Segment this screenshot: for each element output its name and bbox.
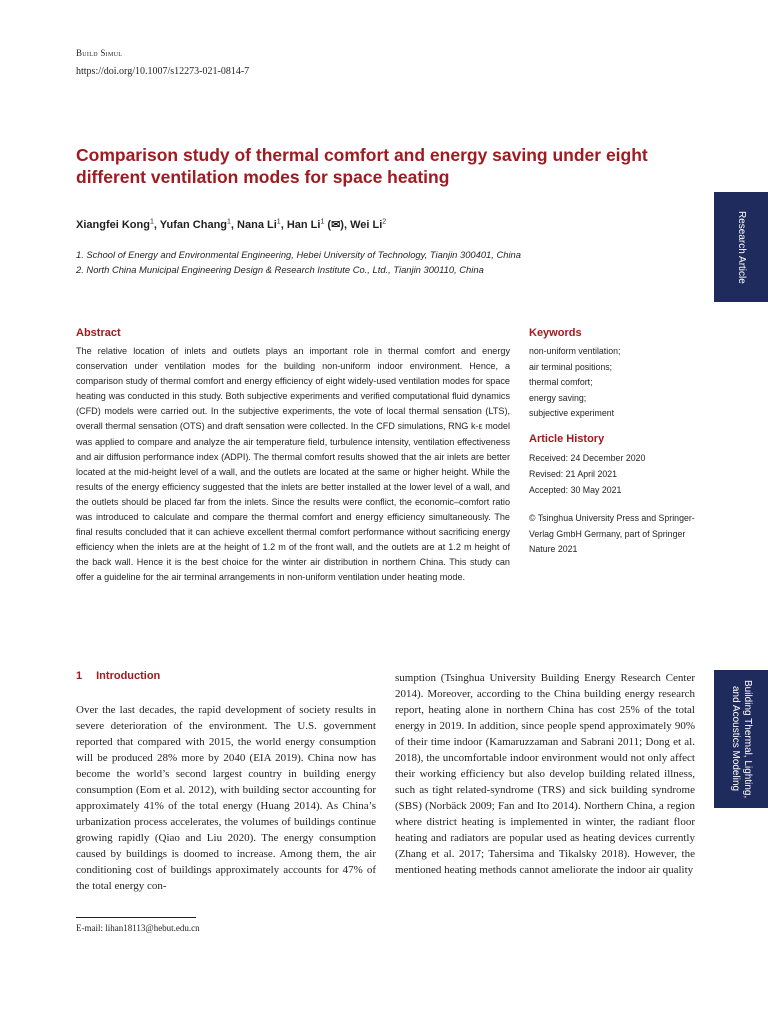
keyword-item: energy saving; xyxy=(529,392,587,403)
author-name: Nana Li xyxy=(237,219,277,231)
history-revised: Revised: 21 April 2021 xyxy=(529,469,618,479)
keywords-list xyxy=(529,344,620,422)
keyword-item: subjective experiment xyxy=(529,408,615,418)
section-title: Introduction xyxy=(96,670,161,682)
history-accepted: Accepted: 30 May 2021 xyxy=(529,485,622,495)
author-name: Xiangfei Kong xyxy=(76,219,150,231)
author-name: Wei Li xyxy=(350,219,383,231)
intro-column-left: Over the last decades, the rapid development of society results in severe deterioration of the environment. The U.S. government reported that compared with 2015, the world energy consumption will be produced 28% more by 2040 (EIA 2019). China now has become the world’s second largest country in building energy consumption (Eom et al. 2012), with building sector accounting for approximately 41% of the total energy (Huang 2014). As China’s urbanization process accelerates, the volumes of buildings continue growing rapidly (Qiao and Liu 2020). The energy consumption caused by buildings is doomed to increase. Among them, the air conditioning cost of buildings approximately accounts for 47% of the total energy con- xyxy=(76,704,376,892)
article-type-tab: Research Article xyxy=(714,192,768,302)
subject-area-tab: Building Thermal, Lighting, and Acoustics Modeling xyxy=(714,670,768,808)
affiliation-2: 2. North China Municipal Engineering Design & Research Institute Co., Ltd., Tianjin 300110, China xyxy=(76,264,484,275)
paper-title: Comparison study of thermal comfort and energy saving under eight different ventilation modes for space heating xyxy=(76,145,648,187)
author-name: Han Li xyxy=(286,219,321,231)
doi-link[interactable]: https://doi.org/10.1007/s12273-021-0814-7 xyxy=(76,66,250,77)
copyright-notice: © Tsinghua University Press and Springer-Verlag GmbH Germany, part of Springer Nature 2021 xyxy=(529,513,695,554)
affiliation-marker: 1 xyxy=(149,218,154,226)
keyword-item: non-uniform ventilation; xyxy=(529,346,621,356)
keywords-heading: Keywords xyxy=(529,327,582,339)
keyword-item: thermal comfort; xyxy=(529,377,593,387)
history-received: Received: 24 December 2020 xyxy=(529,453,646,463)
intro-column-right: sumption (Tsinghua University Building Energy Research Center 2014). Moreover, according to the China building energy research report, heating alone in northern China has cost 25% of the total energy in 2019. In addition, since people spend approximately 90% of their time indoor (Kamaruzzaman and Sabrani 2011; Dong et al. 2018), the uncomfortable indoor environment would not only affect their working efficiency but also develop building related illness, such as tight related-syndrome (TRS) and sick building syndrome (SBS) (Norbäck 2009; Fan and Ito 2014). Northern China, a region where district heating is implemented in winter, the radiant floor heating and radiators are popular used as heating devices currently (Zhang et al. 2017; Tahersima and Tikalsky 2018). However, the mentioned heating methods cannot ameliorate the indoor air quality xyxy=(395,672,695,876)
history-heading: Article History xyxy=(529,433,605,445)
affiliation-marker: 2 xyxy=(382,218,387,226)
affiliation-marker: 1 xyxy=(276,218,281,226)
introduction-heading xyxy=(76,670,160,682)
abstract-text: The relative location of inlets and outlets plays an important role in thermal comfort and energy conservation under ventilation modes for the building non-uniform indoor environment. Hence, a comparison study of thermal comfort and energy efficiency of eight widely-used ventilation modes for space heating was conducted in this study. Both subjective experiments and verified computational fluid dynamics (CFD) models were carried out. In the subjective experiments, the vote of local thermal sensation (LTS), overall thermal sensation (OTS) and draft sensation were collected. In the CFD simulations, RNG k-ε model was applied to compare and analyze the air temperature field, turbulence intensity, ventilation effectiveness and air diffusion performance index (ADPI). The thermal comfort results showed that the air inlets are better located at the mid-height level of a wall, and the outlets are located at the same or higher height. While the results of the energy efficiency suggested that the inlets are better installed at the lower level of a wall, and the outlets should be placed far from the inlets. Since the results were conflict, the economic–comfort ratio was introduced to calculate and compare the thermal comfort and energy efficiency simultaneously. The final results concluded that it can achieve excellent thermal comfort performance without sacrificing energy efficiency when the inlets are at the height of 1.2 m of the front wall, and the outlets are at 1.2 m height of the back wall. Hence it is the best choice for the winter air distribution in northern China. This study can offer a guideline for the air terminal arrangements in non-uniform ventilation under heating mode. xyxy=(76,346,510,583)
journal-name: Build Simul xyxy=(76,48,123,58)
history-list xyxy=(529,450,645,498)
envelope-icon: (✉) xyxy=(324,219,344,231)
author-name: Yufan Chang xyxy=(159,219,228,231)
affiliation-1: 1. School of Energy and Environmental Engineering, Hebei University of Technology, Tianjin 300401, China xyxy=(76,249,521,260)
footnote-divider xyxy=(76,917,196,918)
corresponding-email[interactable]: E-mail: lihan18113@hebut.edu.cn xyxy=(76,923,200,933)
abstract-heading: Abstract xyxy=(76,327,121,339)
section-number: 1 xyxy=(76,670,83,682)
affiliation-marker: 1 xyxy=(320,218,325,226)
affiliation-marker: 1 xyxy=(227,218,231,226)
keyword-item: air terminal positions; xyxy=(529,361,613,372)
author-list: Xiangfei Kong$^1$, Yufan Chang$^1$, Nana Li$^1$, Han Li$^1$ (✉), Wei Li$^2$ xyxy=(76,218,387,231)
